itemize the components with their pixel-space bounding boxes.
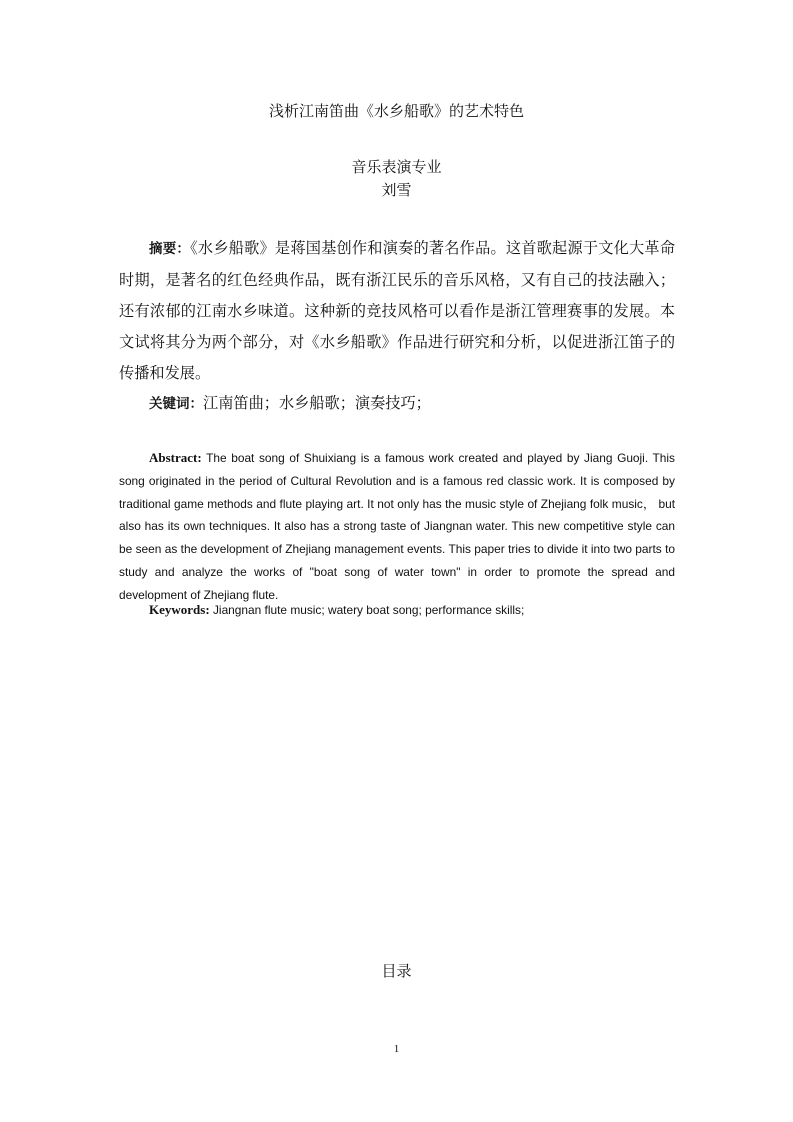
page-number: 1: [393, 1043, 400, 1055]
english-keywords-label: Keywords:: [149, 602, 210, 617]
chinese-keywords: [149, 391, 431, 416]
chinese-abstract-label: 摘要：: [149, 241, 191, 257]
table-of-contents-heading: 目录: [381, 962, 412, 980]
chinese-abstract: [119, 233, 675, 389]
english-abstract-text: The boat song of Shuixiang is a famous work created and played by Jiang Guoji. This song originated in the period of Cultural Revolution and is a famous red classic work. It is composed by traditional game methods and flute playing art. It not only has the music style of Zhejiang folk music， but also has its own techniques. It also has a strong taste of Jiangnan water. This new competitive style can be seen as the development of Zhejiang management events. This paper tries to divide it into two parts to study and analyze the works of "boat song of water town" in order to promote the spread and development of Zhejiang flute.: [119, 451, 675, 602]
english-abstract: [119, 447, 675, 607]
document-title: 浅析江南笛曲《水乡船歌》的艺术特色: [268, 102, 524, 120]
author-name: 刘雪: [381, 181, 412, 199]
english-abstract-label: Abstract:: [149, 450, 202, 465]
major-label: 音乐表演专业: [351, 158, 442, 176]
english-keywords: [149, 599, 524, 621]
english-keywords-text: Jiangnan flute music; watery boat song; performance skills;: [209, 603, 525, 617]
chinese-keywords-label: 关键词：: [149, 396, 203, 412]
chinese-keywords-text: 江南笛曲；水乡船歌；演奏技巧；: [203, 394, 431, 412]
chinese-abstract-text: 《水乡船歌》是蒋国基创作和演奏的著名作品。这首歌起源于文化大革命时期，是著名的红色经典作品，既有浙江民乐的音乐风格，又有自己的技法融入；还有浓郁的江南水乡味道。这种新的竞技风格可以看作是浙江管理赛事的发展。本文试将其分为两个部分，对《水乡船歌》作品进行研究和分析，以促进浙江笛子的传播和发展。: [119, 239, 676, 382]
